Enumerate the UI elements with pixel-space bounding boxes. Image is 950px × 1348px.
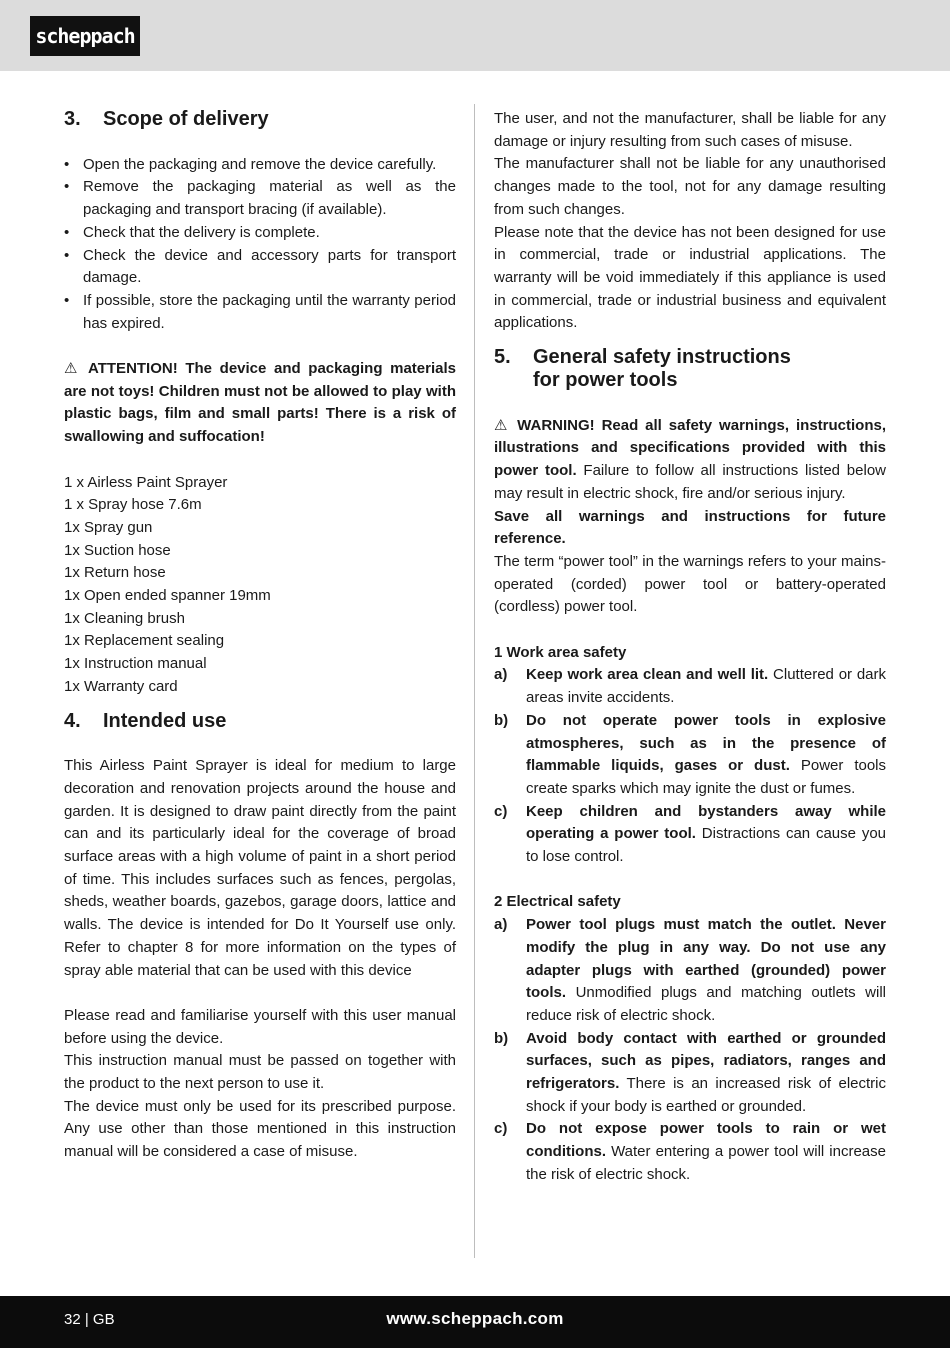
item-letter: c) (494, 1120, 508, 1138)
item-text: Cluttered or dark areas invite accidents. (526, 666, 887, 707)
section-number: 4. (64, 709, 81, 732)
item-text: Water entering a power tool will increase the risk of electric shock. (526, 1143, 886, 1183)
subsection-title: 1 Work area safety (494, 643, 627, 661)
warning-bold: WARNING! Read all safety warnings, instructions, illustrations and specifications provided with this power tool. (494, 416, 887, 480)
list-item (494, 801, 886, 869)
warning-triangle-icon: ⚠ (494, 416, 511, 434)
warning-paragraph (494, 415, 886, 506)
list-item: 1 x Airless Paint Sprayer (64, 473, 228, 491)
subsection-title: 2 Electrical safety (494, 893, 621, 911)
page-number: 32 | GB (64, 1311, 115, 1328)
section-4-heading (64, 710, 456, 733)
paragraph: This instruction manual must be passed on together with the product to the next person to use it. (64, 1052, 456, 1093)
paragraph: The manufacturer shall not be liable for any unauthorised changes made to the tool, not for any damage resulting from such changes. (494, 155, 886, 218)
warning-rest: Failure to follow all instructions listed below may result in electric shock, fire and/or serious injury. (494, 462, 886, 502)
list-item: 1x Suction hose (64, 541, 171, 559)
attention-text: ATTENTION! The device and packaging materials are not toys! Children must not be allowed to play with plastic bags, film and small parts! There is a risk of swallowing and suffocation! (64, 360, 456, 446)
paragraph: The term “power tool” in the warnings refers to your mains-operated (corded) power tool or battery-operated (cordless) power tool. (494, 552, 886, 616)
left-column (64, 108, 456, 1164)
section-title-line1: General safety instructions (533, 346, 791, 369)
section-number: 5. (494, 346, 511, 369)
item-bold: Keep children and bystanders away while operating a power tool. (526, 802, 886, 843)
delivery-items-list (64, 472, 456, 699)
paragraph: The user, and not the manufacturer, shall be liable for any damage or injury resulting from such cases of misuse. (494, 110, 886, 150)
item-text: Power tools create sparks which may ignite the dust or fumes. (526, 757, 886, 797)
section-5-heading (494, 346, 886, 392)
item-letter: a) (494, 916, 508, 934)
paragraph: The device must only be used for its prescribed purpose. Any use other than those mentioned in this instruction manual will be considered a case of misuse. (64, 1097, 456, 1161)
item-letter: b) (494, 1029, 509, 1047)
item-bold: Avoid body contact with earthed or grounded surfaces, such as pipes, radiators, ranges and refrigerators. (526, 1029, 886, 1093)
item-bold: Do not expose power tools to rain or wet conditions. (526, 1120, 886, 1161)
scope-bullet-list (64, 154, 456, 336)
section-number: 3. (64, 108, 81, 130)
list-item: • If possible, store the packaging until the warranty period has expired. (64, 290, 456, 335)
item-bold: Power tool plugs must match the outlet. Never modify the plug in any way. Do not use any adapter plugs with earthed (grounded) power tools. (526, 916, 886, 1002)
section-title: Scope of delivery (103, 108, 269, 130)
list-item: • Check the device and accessory parts for transport damage. (64, 245, 456, 290)
list-item: 1x Spray gun (64, 518, 153, 536)
work-area-list (494, 664, 886, 868)
list-item: 1x Cleaning brush (64, 609, 185, 627)
attention-notice (64, 358, 456, 449)
section-title-line2: for power tools (533, 369, 678, 392)
warning-triangle-icon: ⚠ (64, 360, 81, 377)
item-letter: a) (494, 666, 508, 684)
paragraph: Please note that the device has not been designed for use in commercial, trade or industrial applications. The warranty will be void immediately if this appliance is used in commercial, trade or industrial business and equivalent applications. (494, 223, 886, 332)
list-item (494, 1028, 886, 1119)
list-item (494, 914, 886, 1028)
list-item: 1x Open ended spanner 19mm (64, 587, 271, 605)
list-item: 1 x Spray hose 7.6m (64, 496, 202, 514)
list-item (494, 664, 886, 709)
list-item: • Check that the delivery is complete. (64, 222, 456, 245)
list-item: 1x Return hose (64, 564, 166, 582)
section-3-heading (64, 108, 456, 131)
scheppach-logo: scheppach (30, 16, 140, 56)
paragraph: This Airless Paint Sprayer is ideal for medium to large decoration and renovation projects around the house and garden. It is designed to draw paint directly from the paint can and its particularly ideal for the coverage of broad surface areas with a high volume of paint in a short period of time. This includes surfaces such as fences, pergolas, sheds, weather boards, gazebos, garage doors, lattice and walls. The device is intended for Do It Yourself use only. Refer to chapter 8 for more information on the types of spray able material that can be used with this device (64, 757, 456, 979)
website-url: www.scheppach.com (386, 1309, 564, 1328)
item-bold: Do not operate power tools in explosive atmospheres, such as in the presence of flammable liquids, gases or dust. (526, 711, 886, 775)
list-item: 1x Warranty card (64, 677, 178, 695)
section-title: Intended use (103, 709, 227, 732)
page-header (0, 0, 950, 71)
list-item: • Remove the packaging material as well as the packaging and transport bracing (if available). (64, 176, 456, 221)
list-item (494, 710, 886, 801)
right-column (494, 108, 886, 1187)
item-bold: Keep work area clean and well lit. (526, 666, 769, 684)
item-letter: b) (494, 711, 509, 729)
paragraph: Please read and familiarise yourself with this user manual before using the device. (64, 1006, 456, 1047)
item-text: Unmodified plugs and matching outlets will reduce risk of electric shock. (526, 984, 886, 1024)
list-item (494, 1118, 886, 1186)
list-item: 1x Replacement sealing (64, 632, 225, 650)
column-divider (474, 104, 475, 1258)
electrical-safety-list (494, 914, 886, 1186)
list-item: • Open the packaging and remove the device carefully. (64, 154, 456, 177)
list-item: 1x Instruction manual (64, 655, 207, 673)
save-instructions: Save all warnings and instructions for future reference. (494, 507, 886, 548)
item-text: There is an increased risk of electric shock if your body is earthed or grounded. (526, 1075, 886, 1115)
item-text: Distractions can cause you to lose control. (526, 825, 886, 866)
page-footer (0, 1296, 950, 1348)
item-letter: c) (494, 802, 508, 820)
